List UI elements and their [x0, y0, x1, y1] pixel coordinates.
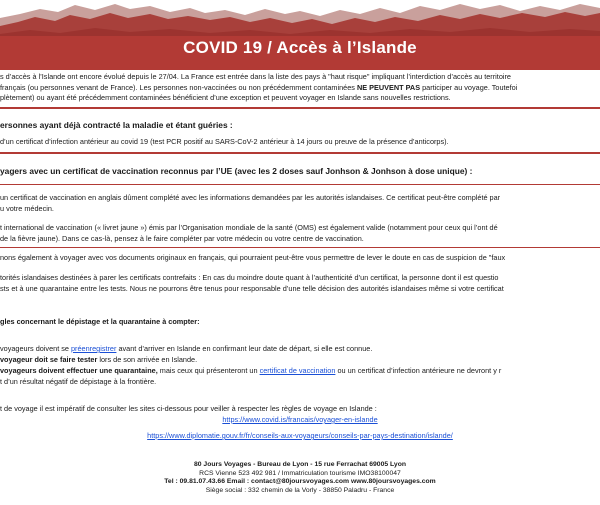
resources-link-1-row [0, 415, 600, 424]
vaccination-certificate-link[interactable]: certificat de vaccination [259, 366, 336, 375]
intro-line-2-tail: participer au voyage. Toutefoi [420, 83, 518, 92]
testing-line-2-tail: lors de son arrivée en Islande. [97, 355, 198, 364]
intro-line-2 [0, 83, 517, 93]
section-divider [0, 184, 600, 185]
testing-line-2-bold: voyageur doit se faire tester [0, 355, 98, 364]
footer [0, 461, 600, 495]
covid-is-link[interactable]: https://www.covid.is/francais/voyager-en-islande [222, 415, 378, 424]
section-heading-testing: gles concernant le dépistage et la quarantaine à compter: [0, 317, 200, 326]
intro-line-1: s d’accès à l’Islande ont encore évolué depuis le 27/04. La France est entrée dans la liste des pays à "haut risque" impliquant l’interdiction d’accès au territoire [0, 72, 511, 81]
testing-line-2 [0, 355, 197, 365]
vaccinated-p1-line2: u votre médecin. [0, 204, 54, 213]
vaccinated-p4-line2: sts et à une quarantaine entre les tests. Nous ne pourrons être tenus pour responsable d’une telle décision des autorités islandaises même si votre certificat [0, 284, 504, 293]
footer-address: 80 Jours Voyages - Bureau de Lyon - 15 rue Ferrachat 69005 Lyon [193, 461, 407, 468]
vaccinated-p4-line1: torités islandaises destinées à parer les certificats contrefaits : En cas du moindre doute quant à l’authenticité d’un certificat, la personne dont il est questio [0, 273, 499, 282]
testing-line-3 [0, 366, 501, 376]
footer-registration: RCS Vienne 523 492 981 / Immatriculation tourisme IMO38100047 [199, 469, 401, 477]
diplomatie-link[interactable]: https://www.diplomatie.gouv.fr/fr/conseils-aux-voyageurs/conseils-par-pays-destination/islande/ [147, 431, 453, 440]
intro-emphasis: NE PEUVENT PAS [356, 83, 421, 92]
section-divider [0, 107, 600, 109]
testing-line-3-bold: voyageurs doivent effectuer une quarantaine, [0, 366, 158, 375]
section-divider [0, 247, 600, 248]
mountain-banner-graphic [0, 0, 600, 70]
recovered-line: d’un certificat d’infection antérieur au covid 19 (test PCR positif au SARS-CoV-2 antérieur à 14 jours ou preuve de la présence d’anticorps). [0, 137, 449, 146]
testing-line-1-tail: avant d’arriver en Islande en confirmant leur date de départ, si elle est connue. [116, 344, 373, 353]
footer-head-office: Siège social : 332 chemin de la Vorly - 38850 Paladru - France [205, 486, 395, 494]
vaccinated-p3: nons également à voyager avec vos documents originaux en français, qui pourraient peut-être vous permettre de lever le doute en cas de suspicion de "faux [0, 253, 506, 262]
intro-line-2-text: français (ou personnes venant de France). Les personnes non-vaccinées ou non précédemment contaminées [0, 83, 357, 92]
testing-line-1 [0, 344, 372, 354]
section-heading-recovered: ersonnes ayant déjà contracté la maladie et étant guéries : [0, 120, 233, 130]
intro-line-3: plètement) ou ayant été précédemment contaminées bénéficient d’une exception et peuvent voyager en Islande sans nouvelles restrictions. [0, 93, 451, 102]
vaccinated-p1-line1: un certificat de vaccination en anglais dûment complété avec les informations demandées par les autorités islandaises. Ce certificat peut-être complété par [0, 193, 501, 202]
section-divider [0, 152, 600, 154]
banner-title: COVID 19 / Accès à l’Islande [183, 38, 417, 57]
testing-line-3-text: mais ceux qui présenteront un [157, 366, 260, 375]
testing-line-4: t d’un résultat négatif de dépistage à la frontière. [0, 377, 157, 386]
header-banner [0, 0, 600, 70]
testing-line-1-text: voyageurs doivent se [0, 344, 71, 353]
preregister-link[interactable]: préenregistrer [70, 344, 117, 353]
section-heading-vaccinated: yagers avec un certificat de vaccination reconnus par l’UE (avec les 2 doses sauf Jonhson & Jonhson à dose unique) : [0, 166, 473, 176]
vaccinated-p2-line1: t international de vaccination (« livret jaune ») émis par l’Organisation mondiale de la santé (OMS) est également valide (notamment pour ceux qui l’ont dé [0, 223, 498, 232]
footer-contact: Tel : 09.81.07.43.66 Email : contact@80joursvoyages.com www.80joursvoyages.com [164, 478, 436, 486]
resources-intro: t de voyage il est impératif de consulter les sites ci-dessous pour veiller à respecter les règles de voyage en Islande : [0, 404, 377, 413]
resources-link-2-row [0, 431, 600, 440]
testing-line-3-tail: ou un certificat d’infection antérieure ne devront y r [335, 366, 502, 375]
vaccinated-p2-line2: de la fièvre jaune). Dans ce cas-là, pensez à le faire compléter par votre médecin ou votre centre de vaccination. [0, 234, 364, 243]
